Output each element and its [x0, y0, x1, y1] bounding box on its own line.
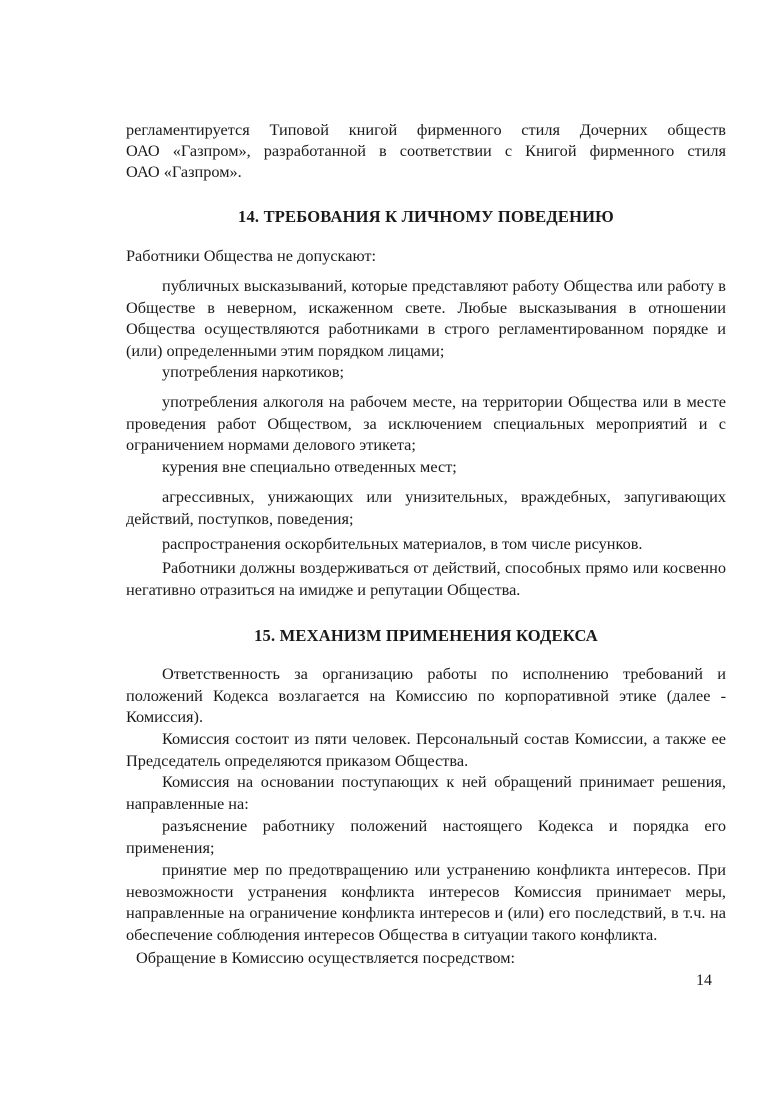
section-14-item-2: употребления наркотиков;	[162, 362, 345, 381]
section-14-item-5: агрессивных, унижающих или унизительных, враждебных, запугивающих действий, поступков, поведения;	[126, 487, 726, 528]
section-15-item-2: принятие мер по предотвращению или устранению конфликта интересов. При невозможности устранения конфликта интересов Комиссия принимает меры, направленные на ограничение конфликта интересов и (или) его последствий, в т.ч. на обеспечение соблюдения интересов Общества в ситуации такого конфликта.	[126, 860, 726, 944]
section-14-item-6: распространения оскорбительных материалов, в том числе рисунков.	[162, 534, 643, 553]
intro-line-2: ОАО «Газпром», разработанной в соответствии с Книгой фирменного стиля	[126, 141, 726, 160]
section-15-item-1: разъяснение работнику положений настоящего Кодекса и порядка его применения;	[126, 816, 726, 857]
section-14-lead: Работники Общества не допускают:	[126, 246, 377, 265]
section-14-item-3: употребления алкоголя на рабочем месте, на территории Общества или в месте проведения работ Обществом, за исключением специальных мероприятий и с ограничением нормами делового этикета;	[126, 392, 726, 454]
intro-line-1: регламентируется Типовой книгой фирменного стиля Дочерних обществ	[126, 120, 726, 139]
section-15-para-2: Комиссия состоит из пяти человек. Персональный состав Комиссии, а также ее Председатель определяются приказом Общества.	[126, 729, 726, 770]
section-15-para-3: Комиссия на основании поступающих к ней обращений принимает решения, направленные на:	[126, 772, 726, 813]
section-14-title: 14. ТРЕБОВАНИЯ К ЛИЧНОМУ ПОВЕДЕНИЮ	[238, 207, 614, 226]
page-number: 14	[696, 972, 712, 989]
intro-line-3: ОАО «Газпром».	[126, 162, 242, 181]
section-15-para-4: Обращение в Комиссию осуществляется посредством:	[136, 948, 516, 967]
section-14-closing: Работники должны воздерживаться от действий, способных прямо или косвенно негативно отразиться на имидже и репутации Общества.	[126, 558, 726, 599]
section-15-para-1: Ответственность за организацию работы по исполнению требований и положений Кодекса возлагается на Комиссию по корпоративной этике (далее - Комиссия).	[126, 664, 726, 726]
section-14-item-4: курения вне специально отведенных мест;	[162, 457, 457, 476]
section-14-item-1: публичных высказываний, которые представляют работу Общества или работу в Обществе в неверном, искаженном свете. Любые высказывания в отношении Общества осуществляются работниками в строго регламентированном порядке и (или) определенными этим порядком лицами;	[126, 276, 726, 360]
section-15-title: 15. МЕХАНИЗМ ПРИМЕНЕНИЯ КОДЕКСА	[254, 626, 598, 645]
